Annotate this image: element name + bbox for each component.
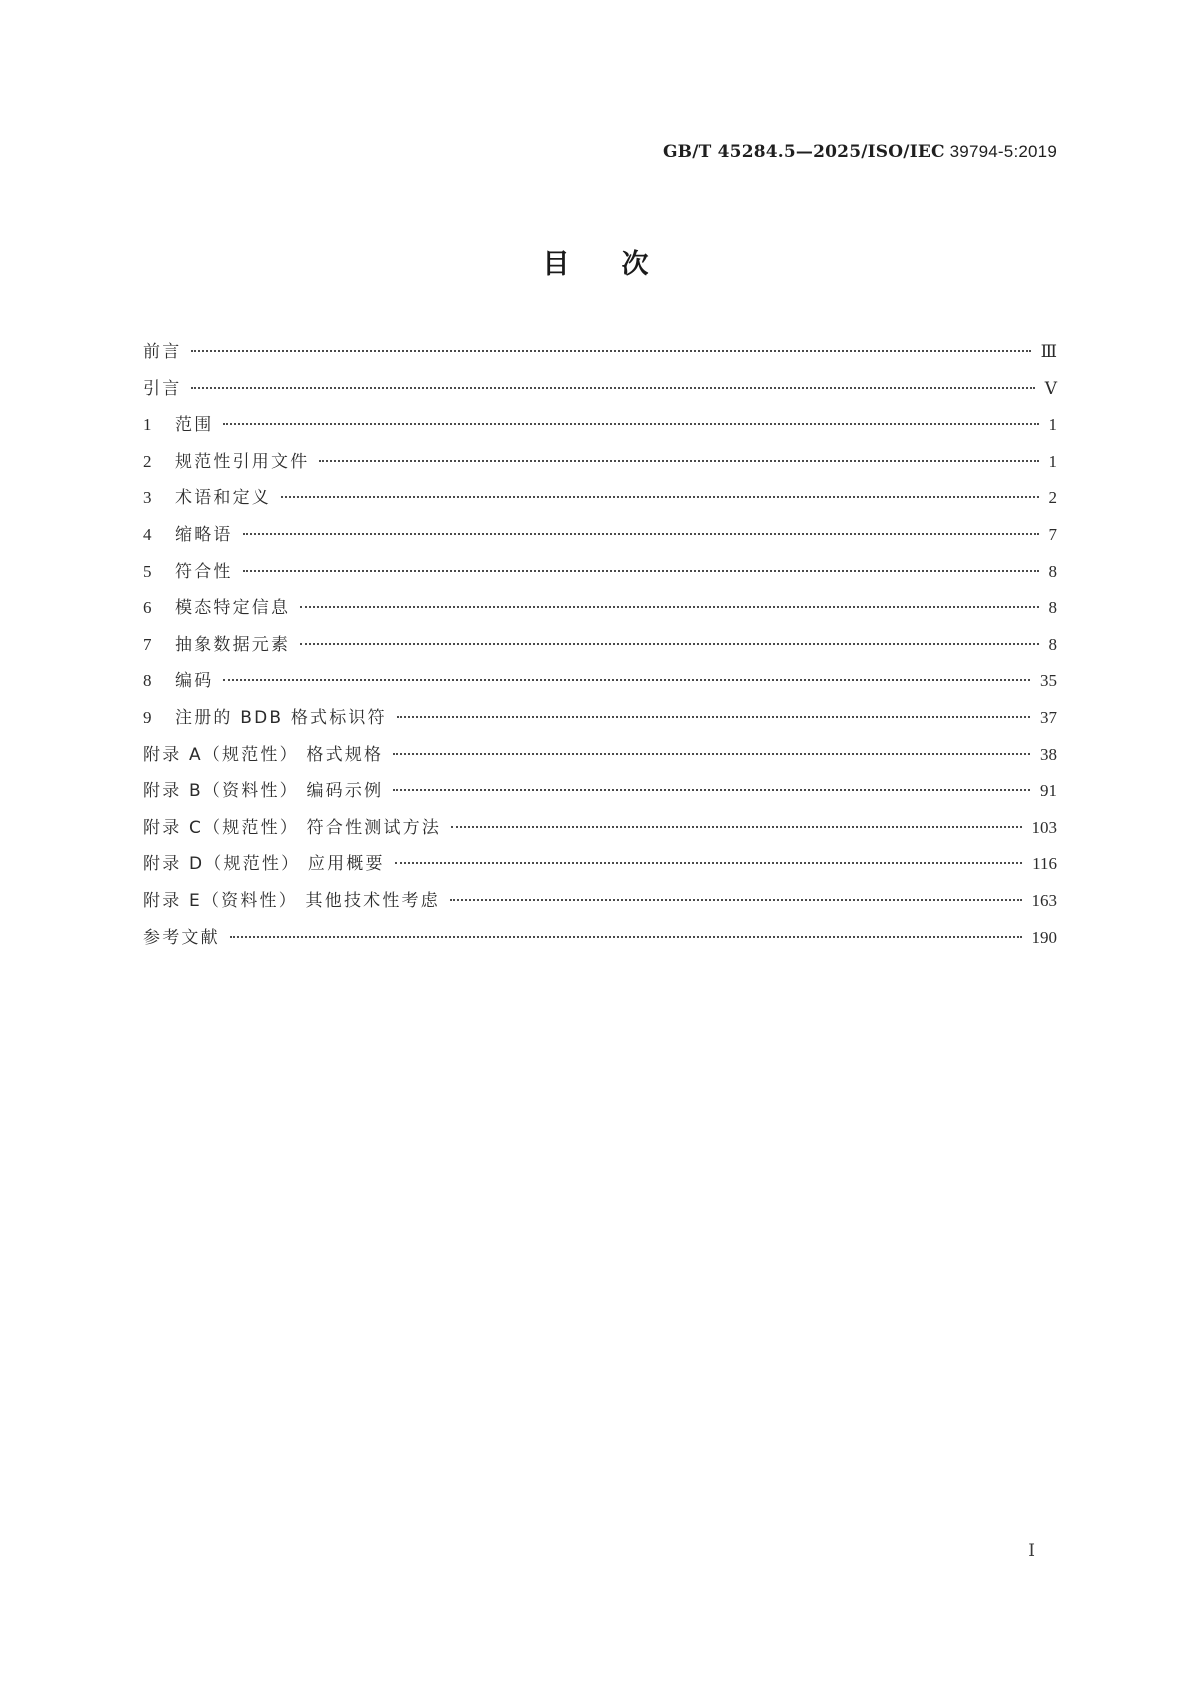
toc-entry-label xyxy=(143,480,271,517)
toc-dot-leader xyxy=(300,643,1038,645)
toc-entry-page: 163 xyxy=(1031,890,1057,910)
toc-entry-label xyxy=(143,371,181,408)
toc-dot-leader xyxy=(300,606,1038,608)
toc-entry-text: 术语和定义 xyxy=(175,488,271,509)
toc-entry[interactable] xyxy=(143,407,1057,444)
toc-entry-text: 附录 C（规范性） 符合性测试方法 xyxy=(143,817,442,838)
toc-entry-label xyxy=(143,517,233,554)
toc-entry-label xyxy=(143,846,385,883)
toc-entry[interactable] xyxy=(143,627,1057,664)
toc-entry[interactable] xyxy=(143,334,1057,371)
toc-entry-page: 91 xyxy=(1040,781,1057,801)
toc-entry-label xyxy=(143,554,233,591)
toc-entry-label xyxy=(143,700,387,737)
toc-dot-leader xyxy=(243,533,1039,535)
toc-entry[interactable] xyxy=(143,737,1057,774)
toc-entry-page: 103 xyxy=(1031,817,1057,837)
toc-dot-leader xyxy=(393,789,1030,791)
document-code-main: GB/T 45284.5—2025/ISO/IEC xyxy=(662,142,945,162)
toc-entry-text: 附录 B（资料性） 编码示例 xyxy=(143,781,384,802)
table-of-contents xyxy=(143,334,1057,956)
toc-entry-page: 1 xyxy=(1048,451,1057,471)
toc-entry-number: 7 xyxy=(143,634,152,654)
toc-entry[interactable] xyxy=(143,663,1057,700)
toc-entry-text: 编码 xyxy=(175,671,214,692)
toc-entry-label xyxy=(143,773,383,810)
toc-entry-label xyxy=(143,737,383,774)
toc-entry-number: 4 xyxy=(143,524,152,544)
toc-entry-label xyxy=(143,627,290,664)
document-code-tail: 39794-5:2019 xyxy=(944,142,1057,161)
toc-entry-number: 3 xyxy=(143,488,152,508)
toc-entry-text: 引言 xyxy=(143,378,182,399)
toc-entry-label xyxy=(143,663,213,700)
toc-entry-label xyxy=(143,334,181,371)
toc-entry-text: 前言 xyxy=(143,342,182,362)
toc-entry-number: 2 xyxy=(143,451,152,471)
toc-entry-text: 规范性引用文件 xyxy=(175,451,310,472)
toc-dot-leader xyxy=(281,496,1039,498)
toc-entry-text: 参考文献 xyxy=(143,927,220,948)
toc-title: 目次 xyxy=(542,249,701,280)
toc-dot-leader xyxy=(230,936,1022,938)
toc-dot-leader xyxy=(243,570,1039,572)
toc-entry-label xyxy=(143,920,220,957)
toc-entry-number: 6 xyxy=(143,598,152,618)
toc-entry[interactable] xyxy=(143,590,1057,627)
toc-entry-number: 9 xyxy=(143,707,152,727)
toc-entry-number: 8 xyxy=(143,671,152,691)
toc-entry-text: 附录 E（资料性） 其他技术性考虑 xyxy=(143,890,440,911)
toc-entry-text: 模态特定信息 xyxy=(175,598,291,619)
toc-dot-leader xyxy=(319,460,1038,462)
toc-entry[interactable] xyxy=(143,444,1057,481)
toc-entry-number: 1 xyxy=(143,415,152,435)
toc-entry-text: 缩略语 xyxy=(175,524,233,545)
toc-dot-leader xyxy=(395,862,1022,864)
toc-entry[interactable] xyxy=(143,810,1057,847)
toc-entry-page: 1 xyxy=(1048,415,1057,435)
toc-entry[interactable] xyxy=(143,773,1057,810)
toc-entry[interactable] xyxy=(143,517,1057,554)
document-code xyxy=(663,142,1057,162)
toc-entry-page: Ⅲ xyxy=(1040,342,1057,361)
toc-entry[interactable] xyxy=(143,554,1057,591)
toc-entry-page: 37 xyxy=(1040,707,1057,727)
toc-entry-text: 抽象数据元素 xyxy=(175,634,291,655)
toc-entry-page: 8 xyxy=(1048,561,1057,581)
toc-entry[interactable] xyxy=(143,920,1057,957)
page-number: Ⅰ xyxy=(1028,1541,1035,1560)
toc-entry-page: 8 xyxy=(1048,598,1057,618)
toc-entry[interactable] xyxy=(143,480,1057,517)
toc-entry-text: 附录 A（规范性） 格式规格 xyxy=(143,744,384,765)
toc-dot-leader xyxy=(191,387,1034,389)
toc-dot-leader xyxy=(450,899,1022,901)
toc-entry-page: 2 xyxy=(1048,488,1057,508)
toc-dot-leader xyxy=(397,716,1030,718)
toc-entry-page: Ⅴ xyxy=(1044,378,1057,398)
toc-entry-label xyxy=(143,590,290,627)
toc-entry-text: 注册的 BDB 格式标识符 xyxy=(175,707,387,728)
toc-entry-text: 附录 D（规范性） 应用概要 xyxy=(143,854,385,875)
toc-entry[interactable] xyxy=(143,371,1057,408)
toc-entry-label xyxy=(143,407,213,444)
toc-entry-number: 5 xyxy=(143,561,152,581)
toc-dot-leader xyxy=(393,753,1030,755)
toc-entry[interactable] xyxy=(143,846,1057,883)
toc-entry-page: 190 xyxy=(1031,927,1057,947)
toc-entry-page: 8 xyxy=(1048,634,1057,654)
toc-entry-label xyxy=(143,810,441,847)
toc-entry-text: 符合性 xyxy=(175,561,233,582)
toc-entry-page: 38 xyxy=(1040,744,1057,764)
toc-dot-leader xyxy=(451,826,1021,828)
toc-entry-text: 范围 xyxy=(175,415,214,436)
toc-entry-label xyxy=(143,444,309,481)
toc-entry[interactable] xyxy=(143,883,1057,920)
toc-dot-leader xyxy=(191,350,1030,352)
toc-entry[interactable] xyxy=(143,700,1057,737)
toc-entry-label xyxy=(143,883,440,920)
toc-dot-leader xyxy=(223,679,1030,681)
toc-dot-leader xyxy=(223,423,1038,425)
toc-entry-page: 116 xyxy=(1032,854,1057,874)
toc-entry-page: 35 xyxy=(1040,671,1057,691)
toc-entry-page: 7 xyxy=(1048,524,1057,544)
